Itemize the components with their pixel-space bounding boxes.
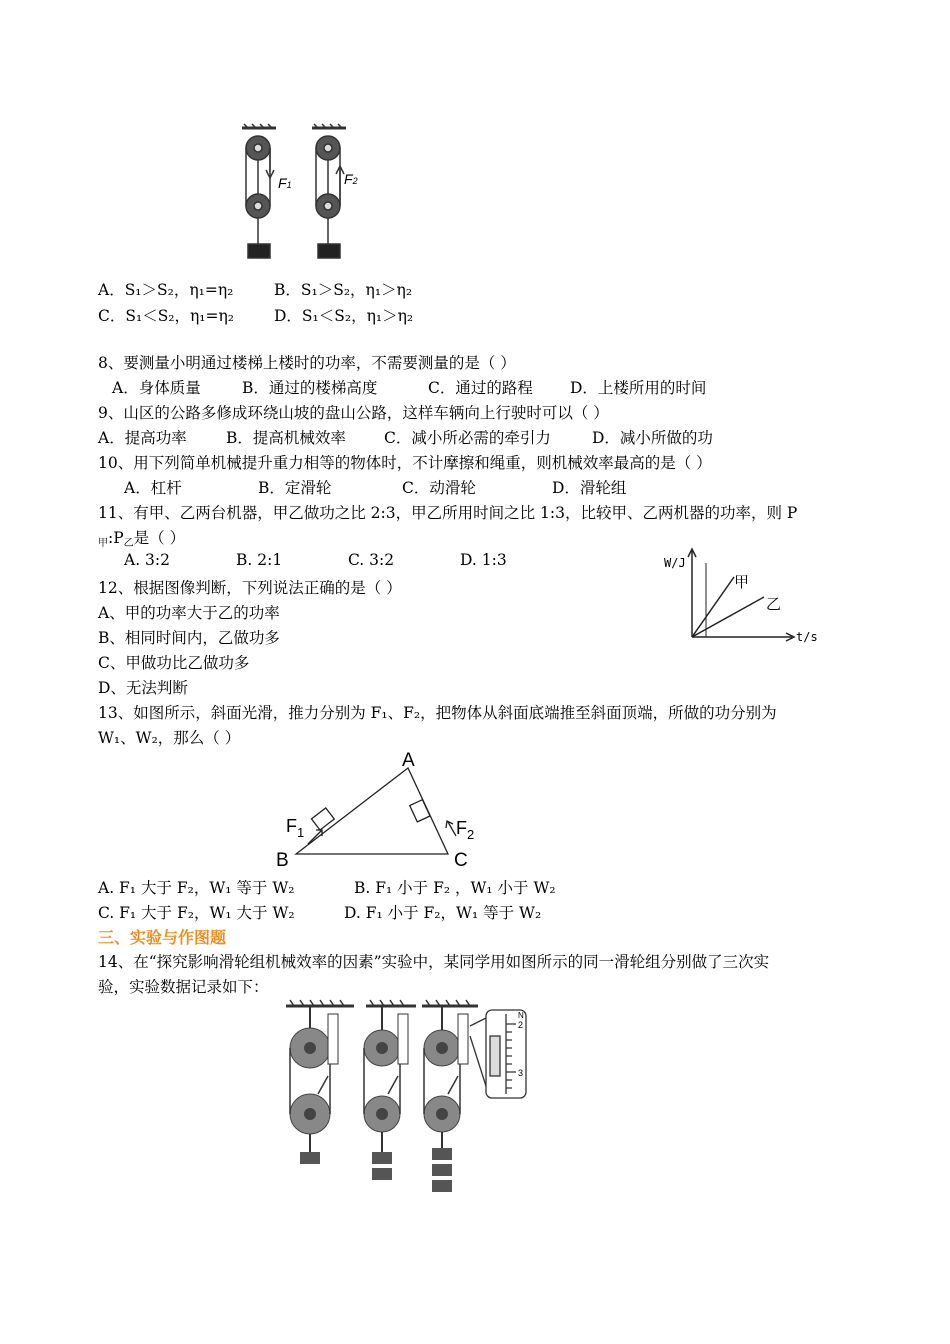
pulley-experiment-figure [282, 996, 542, 1202]
q12-option-d[interactable]: D、无法判断 [98, 679, 188, 697]
q11-stem-line2 [98, 526, 185, 549]
q9-options [98, 426, 713, 448]
incline-figure [270, 746, 490, 870]
q13-stem-line2: W₁、W₂，那么（ ） [98, 729, 241, 747]
q11-options [124, 551, 507, 569]
q12-option-c[interactable]: C、甲做功比乙做功多 [98, 654, 250, 672]
work-time-graph [660, 545, 830, 645]
q11-option-c[interactable]: C. 3:2 [348, 551, 395, 569]
q9-option-d[interactable]: D．减小所做的功 [592, 429, 713, 447]
graph-line-jia-label: 甲 [734, 574, 750, 591]
q11-ratio-mid: :P [108, 529, 124, 547]
q12-option-a[interactable]: A、甲的功率大于乙的功率 [98, 604, 280, 622]
vertex-c-label: C [454, 850, 468, 870]
graph-line-yi-label: 乙 [766, 596, 782, 613]
svg-text:F2: F2 [344, 171, 358, 187]
q8-option-d[interactable]: D．上楼所用的时间 [570, 379, 707, 397]
q11-option-a[interactable]: A. 3:2 [124, 551, 170, 569]
scale-unit-label: N [518, 1011, 524, 1020]
q8-option-b[interactable]: B．通过的楼梯高度 [242, 379, 378, 397]
svg-text:F1: $F_1$ [286, 816, 305, 840]
q10-option-b[interactable]: B．定滑轮 [258, 479, 332, 497]
scale-tick-2: 2 [518, 1020, 524, 1030]
q10-option-a[interactable]: A．杠杆 [124, 479, 182, 497]
q7-options-row2 [98, 304, 413, 326]
q13-options-row2 [98, 901, 541, 923]
vertex-b-label: B [276, 850, 289, 870]
q10-option-d[interactable]: D．滑轮组 [552, 479, 627, 497]
force-f2-incline-label: F [456, 818, 467, 838]
q8-option-c[interactable]: C．通过的路程 [428, 379, 533, 397]
q9-option-c[interactable]: C．减小所必需的牵引力 [384, 429, 551, 447]
q8-options [112, 376, 706, 398]
graph-y-label: W/J [664, 556, 686, 570]
q11-tail: 是（ ） [133, 529, 186, 547]
force-f1-incline-label: F [286, 816, 297, 836]
scale-tick-3: 3 [518, 1068, 524, 1078]
q13-option-a[interactable]: A. F₁ 大于 F₂，W₁ 等于 W₂ [98, 879, 295, 897]
q13-options-row1 [98, 876, 556, 898]
vertex-a-label: A [402, 750, 415, 771]
q12-option-b[interactable]: B、相同时间内，乙做功多 [98, 629, 280, 647]
q10-stem: 10、用下列简单机械提升重力相等的物体时，不计摩擦和绳重，则机械效率最高的是（ ） [98, 454, 712, 472]
q9-stem: 9、山区的公路多修成环绕山坡的盘山公路，这样车辆向上行驶时可以（ ） [98, 404, 609, 422]
force-f2-label: F [344, 171, 353, 187]
q11-sub-yi: 乙 [123, 538, 134, 549]
force-f1-label: F [278, 175, 287, 191]
q7-options-row1 [98, 278, 412, 300]
q11-option-b[interactable]: B. 2:1 [236, 551, 283, 569]
q13-option-b[interactable]: B. F₁ 小于 F₂ ，W₁ 小于 W₂ [354, 879, 556, 897]
q7-option-b[interactable]: B．S₁＞S₂，η₁＞η₂ [274, 281, 413, 299]
q8-stem: 8、要测量小明通过楼梯上楼时的功率，不需要测量的是（ ） [98, 354, 516, 372]
q12-stem: 12、根据图像判断，下列说法正确的是（ ） [98, 579, 402, 597]
q8-option-a[interactable]: A．身体质量 [112, 379, 201, 397]
q7-option-a[interactable]: A．S₁＞S₂，η₁=η₂ [98, 281, 234, 299]
q7-option-c[interactable]: C．S₁＜S₂，η₁=η₂ [98, 307, 235, 325]
q14-stem-line2: 验，实验数据记录如下： [98, 978, 269, 996]
q9-option-a[interactable]: A．提高功率 [98, 429, 187, 447]
graph-x-label: t/s [796, 630, 818, 644]
q7-option-d[interactable]: D．S₁＜S₂，η₁＞η₂ [274, 307, 414, 325]
q9-option-b[interactable]: B．提高机械效率 [226, 429, 346, 447]
section-title: 三、实验与作图题 [98, 928, 227, 947]
svg-text:F1: F1 [278, 175, 292, 191]
q11-sub-jia: 甲 [98, 538, 108, 549]
q13-option-c[interactable]: C. F₁ 大于 F₂，W₁ 大于 W₂ [98, 904, 295, 922]
q10-options [124, 476, 626, 498]
q13-option-d[interactable]: D. F₁ 小于 F₂，W₁ 等于 W₂ [344, 904, 542, 922]
pulley-figure-q7 [236, 122, 376, 264]
q11-option-d[interactable]: D. 1:3 [460, 551, 507, 569]
q13-stem-line1: 13、如图所示，斜面光滑，推力分别为 F₁、F₂，把物体从斜面底端推至斜面顶端，所做的功分别为 [98, 704, 777, 722]
q11-stem-line1: 11、有甲、乙两台机器，甲乙做功之比 2:3，甲乙所用时间之比 1:3，比较甲、乙两机器的功率，则 P [98, 504, 798, 522]
q10-option-c[interactable]: C．动滑轮 [402, 479, 476, 497]
q14-stem-line1: 14、在“探究影响滑轮组机械效率的因素”实验中，某同学用如图所示的同一滑轮组分别做了三次实 [98, 953, 770, 971]
svg-text:F2: $F_2$ [456, 818, 475, 842]
